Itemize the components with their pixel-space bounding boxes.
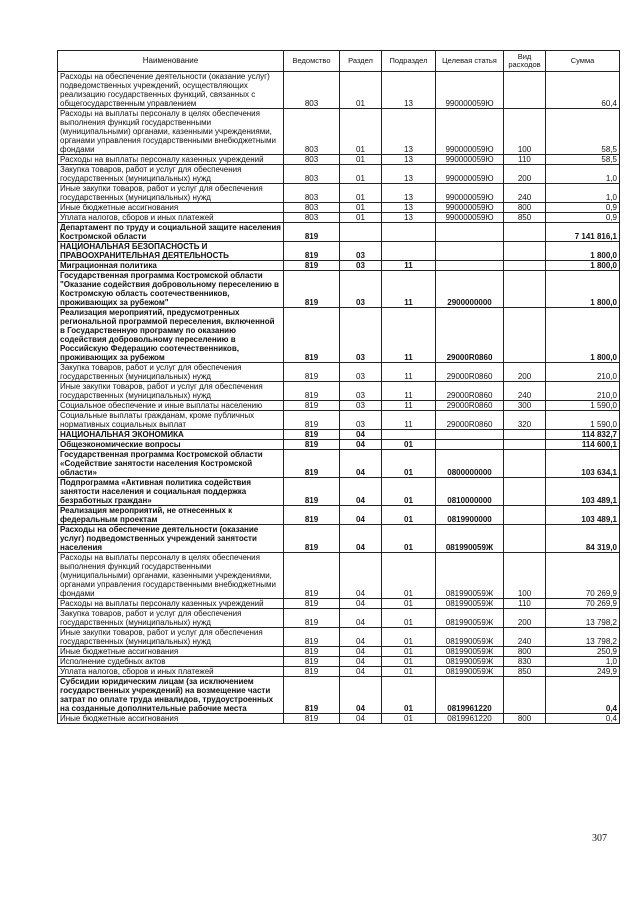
cell-razdel: 03 <box>340 411 382 430</box>
cell-vedomstvo: 819 <box>284 714 340 724</box>
table-header-row <box>58 51 620 72</box>
cell-razdel: 04 <box>340 553 382 599</box>
cell-summa: 249,9 <box>546 667 620 677</box>
cell-podrazdel: 11 <box>382 363 436 382</box>
cell-vid: 100 <box>504 109 546 155</box>
cell-name: Реализация мероприятий, не отнесенных к федеральным проектам <box>58 506 284 525</box>
cell-vedomstvo: 819 <box>284 308 340 363</box>
cell-vid: 850 <box>504 213 546 223</box>
cell-name: Иные закупки товаров, работ и услуг для обеспечения государственных (муниципальных) нужд <box>58 184 284 203</box>
cell-summa: 58,5 <box>546 109 620 155</box>
cell-vid: 240 <box>504 628 546 647</box>
cell-podrazdel: 01 <box>382 667 436 677</box>
cell-razdel: 03 <box>340 242 382 261</box>
table-row <box>58 223 620 242</box>
cell-statya <box>436 242 504 261</box>
table-row <box>58 525 620 553</box>
cell-summa: 70 269,9 <box>546 553 620 599</box>
cell-vid: 200 <box>504 609 546 628</box>
table-row <box>58 401 620 411</box>
cell-podrazdel: 01 <box>382 657 436 667</box>
cell-statya: 0819961220 <box>436 677 504 714</box>
cell-vedomstvo: 819 <box>284 382 340 401</box>
cell-statya: 081990059Ж <box>436 657 504 667</box>
cell-podrazdel: 01 <box>382 609 436 628</box>
cell-summa: 13 798,2 <box>546 609 620 628</box>
cell-statya: 081990059Ж <box>436 647 504 657</box>
cell-statya: 990000059Ю <box>436 155 504 165</box>
cell-razdel: 01 <box>340 184 382 203</box>
cell-razdel: 04 <box>340 506 382 525</box>
cell-statya: 29000R0860 <box>436 411 504 430</box>
cell-summa: 250,9 <box>546 647 620 657</box>
cell-statya: 0819961220 <box>436 714 504 724</box>
cell-vedomstvo: 819 <box>284 599 340 609</box>
cell-vid <box>504 478 546 506</box>
cell-podrazdel: 01 <box>382 647 436 657</box>
cell-razdel: 04 <box>340 440 382 450</box>
cell-summa: 1 800,0 <box>546 261 620 271</box>
table-row <box>58 155 620 165</box>
cell-name: Исполнение судебных актов <box>58 657 284 667</box>
cell-summa: 84 319,0 <box>546 525 620 553</box>
table-row <box>58 72 620 109</box>
cell-razdel: 04 <box>340 450 382 478</box>
cell-name: Расходы на обеспечение деятельности (оказание услуг) подведомственных учреждений, осуществляющих реализацию государственных функций, связанных с общегосударственным управлением <box>58 72 284 109</box>
cell-podrazdel: 11 <box>382 382 436 401</box>
cell-podrazdel: 13 <box>382 72 436 109</box>
cell-vid: 830 <box>504 657 546 667</box>
cell-name: НАЦИОНАЛЬНАЯ ЭКОНОМИКА <box>58 430 284 440</box>
table-row <box>58 553 620 599</box>
cell-razdel: 01 <box>340 109 382 155</box>
cell-podrazdel: 01 <box>382 450 436 478</box>
cell-podrazdel: 11 <box>382 271 436 308</box>
cell-razdel: 04 <box>340 525 382 553</box>
table-row <box>58 261 620 271</box>
cell-vid <box>504 72 546 109</box>
cell-summa: 1 800,0 <box>546 308 620 363</box>
cell-name: Иные бюджетные ассигнования <box>58 203 284 213</box>
cell-name: Социальные выплаты гражданам, кроме публичных нормативных социальных выплат <box>58 411 284 430</box>
cell-podrazdel: 01 <box>382 478 436 506</box>
cell-razdel: 01 <box>340 72 382 109</box>
cell-statya: 0800000000 <box>436 450 504 478</box>
cell-statya: 990000059Ю <box>436 72 504 109</box>
cell-vedomstvo: 819 <box>284 525 340 553</box>
cell-vedomstvo: 819 <box>284 261 340 271</box>
cell-statya: 081990059Ж <box>436 525 504 553</box>
cell-vid <box>504 525 546 553</box>
cell-name: Уплата налогов, сборов и иных платежей <box>58 213 284 223</box>
cell-summa: 1,0 <box>546 657 620 667</box>
cell-podrazdel: 01 <box>382 440 436 450</box>
cell-razdel: 04 <box>340 667 382 677</box>
table-row <box>58 599 620 609</box>
cell-razdel: 04 <box>340 677 382 714</box>
table-row <box>58 430 620 440</box>
cell-name: Закупка товаров, работ и услуг для обеспечения государственных (муниципальных) нужд <box>58 165 284 184</box>
cell-vid: 100 <box>504 553 546 599</box>
cell-vedomstvo: 819 <box>284 677 340 714</box>
cell-statya: 0819900000 <box>436 506 504 525</box>
table-row <box>58 382 620 401</box>
cell-statya: 081990059Ж <box>436 628 504 647</box>
budget-table <box>57 50 620 724</box>
table-row <box>58 667 620 677</box>
cell-summa: 210,0 <box>546 382 620 401</box>
cell-podrazdel <box>382 242 436 261</box>
header-statya: Целевая статья <box>436 51 504 72</box>
cell-summa: 1 590,0 <box>546 401 620 411</box>
cell-vid: 200 <box>504 165 546 184</box>
cell-statya: 990000059Ю <box>436 165 504 184</box>
cell-vedomstvo: 819 <box>284 506 340 525</box>
cell-vid: 110 <box>504 599 546 609</box>
table-row <box>58 213 620 223</box>
cell-podrazdel: 13 <box>382 213 436 223</box>
cell-summa: 0,4 <box>546 677 620 714</box>
table-row <box>58 506 620 525</box>
header-vid: Вид расходов <box>504 51 546 72</box>
cell-razdel: 01 <box>340 165 382 184</box>
cell-vedomstvo: 819 <box>284 478 340 506</box>
table-row <box>58 628 620 647</box>
table-row <box>58 657 620 667</box>
cell-razdel: 04 <box>340 430 382 440</box>
cell-summa: 1 800,0 <box>546 242 620 261</box>
cell-statya: 081990059Ж <box>436 553 504 599</box>
cell-vid: 240 <box>504 382 546 401</box>
cell-podrazdel: 13 <box>382 184 436 203</box>
cell-razdel: 01 <box>340 155 382 165</box>
cell-statya: 081990059Ж <box>436 609 504 628</box>
cell-name: Иные закупки товаров, работ и услуг для обеспечения государственных (муниципальных) нужд <box>58 382 284 401</box>
cell-podrazdel: 11 <box>382 411 436 430</box>
cell-razdel: 04 <box>340 609 382 628</box>
cell-statya: 990000059Ю <box>436 203 504 213</box>
cell-summa: 13 798,2 <box>546 628 620 647</box>
cell-vedomstvo: 803 <box>284 184 340 203</box>
table-row <box>58 440 620 450</box>
cell-vedomstvo: 803 <box>284 155 340 165</box>
table-row <box>58 242 620 261</box>
cell-vedomstvo: 819 <box>284 401 340 411</box>
cell-podrazdel: 01 <box>382 506 436 525</box>
cell-summa: 1,0 <box>546 184 620 203</box>
cell-razdel: 04 <box>340 599 382 609</box>
table-row <box>58 165 620 184</box>
cell-vedomstvo: 819 <box>284 667 340 677</box>
cell-vid <box>504 242 546 261</box>
page-number: 307 <box>592 833 607 844</box>
cell-statya <box>436 440 504 450</box>
table-row <box>58 411 620 430</box>
table-row <box>58 203 620 213</box>
cell-name: НАЦИОНАЛЬНАЯ БЕЗОПАСНОСТЬ И ПРАВООХРАНИТЕЛЬНАЯ ДЕЯТЕЛЬНОСТЬ <box>58 242 284 261</box>
cell-name: Миграционная политика <box>58 261 284 271</box>
cell-vedomstvo: 819 <box>284 223 340 242</box>
cell-name: Расходы на выплаты персоналу казенных учреждений <box>58 155 284 165</box>
cell-razdel <box>340 223 382 242</box>
cell-vid <box>504 308 546 363</box>
table-row <box>58 677 620 714</box>
cell-statya: 990000059Ю <box>436 109 504 155</box>
cell-name: Закупка товаров, работ и услуг для обеспечения государственных (муниципальных) нужд <box>58 609 284 628</box>
cell-statya: 29000R0860 <box>436 363 504 382</box>
cell-vedomstvo: 819 <box>284 363 340 382</box>
cell-summa: 103 634,1 <box>546 450 620 478</box>
cell-statya: 29000R0860 <box>436 308 504 363</box>
cell-razdel: 03 <box>340 401 382 411</box>
table-row <box>58 714 620 724</box>
cell-name: Иные бюджетные ассигнования <box>58 647 284 657</box>
cell-podrazdel: 01 <box>382 714 436 724</box>
header-name: Наименование <box>58 51 284 72</box>
cell-podrazdel: 11 <box>382 261 436 271</box>
cell-summa: 0,9 <box>546 213 620 223</box>
cell-vid <box>504 677 546 714</box>
header-podrazdel: Подраздел <box>382 51 436 72</box>
cell-summa: 58,5 <box>546 155 620 165</box>
cell-summa: 103 489,1 <box>546 478 620 506</box>
cell-statya: 0810000000 <box>436 478 504 506</box>
cell-vedomstvo: 803 <box>284 203 340 213</box>
cell-razdel: 01 <box>340 203 382 213</box>
cell-razdel: 04 <box>340 657 382 667</box>
cell-summa: 70 269,9 <box>546 599 620 609</box>
cell-podrazdel: 13 <box>382 165 436 184</box>
cell-vedomstvo: 819 <box>284 657 340 667</box>
cell-summa: 103 489,1 <box>546 506 620 525</box>
cell-statya: 081990059Ж <box>436 599 504 609</box>
cell-vedomstvo: 819 <box>284 271 340 308</box>
table-row <box>58 271 620 308</box>
cell-razdel: 03 <box>340 261 382 271</box>
cell-name: Расходы на выплаты персоналу казенных учреждений <box>58 599 284 609</box>
cell-statya: 990000059Ю <box>436 184 504 203</box>
cell-vid: 110 <box>504 155 546 165</box>
cell-summa: 0,9 <box>546 203 620 213</box>
cell-vid: 300 <box>504 401 546 411</box>
cell-razdel: 04 <box>340 647 382 657</box>
cell-vedomstvo: 819 <box>284 242 340 261</box>
cell-statya: 081990059Ж <box>436 667 504 677</box>
cell-name: Уплата налогов, сборов и иных платежей <box>58 667 284 677</box>
table-row <box>58 647 620 657</box>
table-row <box>58 109 620 155</box>
cell-razdel: 03 <box>340 308 382 363</box>
cell-name: Иные закупки товаров, работ и услуг для обеспечения государственных (муниципальных) нужд <box>58 628 284 647</box>
cell-summa: 60,4 <box>546 72 620 109</box>
cell-podrazdel: 01 <box>382 628 436 647</box>
cell-vid <box>504 271 546 308</box>
cell-statya: 29000R0860 <box>436 401 504 411</box>
header-vedomstvo: Ведомство <box>284 51 340 72</box>
cell-vid <box>504 506 546 525</box>
cell-vedomstvo: 803 <box>284 213 340 223</box>
cell-name: Государственная программа Костромской области "Оказание содействия добровольному переселению в Костромскую область соотечественников, проживающих за рубежом" <box>58 271 284 308</box>
cell-summa: 7 141 816,1 <box>546 223 620 242</box>
cell-vedomstvo: 819 <box>284 647 340 657</box>
header-razdel: Раздел <box>340 51 382 72</box>
cell-podrazdel: 13 <box>382 109 436 155</box>
table-row <box>58 609 620 628</box>
cell-vedomstvo: 803 <box>284 72 340 109</box>
cell-vid: 200 <box>504 363 546 382</box>
cell-name: Закупка товаров, работ и услуг для обеспечения государственных (муниципальных) нужд <box>58 363 284 382</box>
cell-vid: 240 <box>504 184 546 203</box>
cell-name: Департамент по труду и социальной защите населения Костромской области <box>58 223 284 242</box>
cell-vedomstvo: 819 <box>284 430 340 440</box>
cell-summa: 114 832,7 <box>546 430 620 440</box>
cell-razdel: 04 <box>340 478 382 506</box>
table-row <box>58 450 620 478</box>
cell-summa: 0,4 <box>546 714 620 724</box>
cell-podrazdel: 01 <box>382 677 436 714</box>
cell-summa: 114 600,1 <box>546 440 620 450</box>
cell-vedomstvo: 819 <box>284 411 340 430</box>
cell-podrazdel: 01 <box>382 553 436 599</box>
cell-vid <box>504 261 546 271</box>
cell-name: Расходы на выплаты персоналу в целях обеспечения выполнения функций государственными (муниципальными) органами, казенными учреждениями, органами управления государственными внебюджетными фондами <box>58 109 284 155</box>
cell-vid <box>504 450 546 478</box>
cell-vedomstvo: 819 <box>284 553 340 599</box>
cell-name: Субсидии юридическим лицам (за исключением государственных учреждений) на возмещение части затрат по оплате труда инвалидов, трудоустроенных на созданные дополнительные рабочие места <box>58 677 284 714</box>
table-row <box>58 478 620 506</box>
cell-statya <box>436 430 504 440</box>
cell-summa: 210,0 <box>546 363 620 382</box>
cell-statya <box>436 261 504 271</box>
cell-razdel: 01 <box>340 213 382 223</box>
cell-statya: 2900000000 <box>436 271 504 308</box>
cell-statya: 990000059Ю <box>436 213 504 223</box>
cell-vedomstvo: 819 <box>284 440 340 450</box>
table-row <box>58 184 620 203</box>
cell-podrazdel <box>382 223 436 242</box>
cell-name: Подпрограмма «Активная политика содействия занятости населения и социальная поддержка безработных граждан» <box>58 478 284 506</box>
cell-name: Иные бюджетные ассигнования <box>58 714 284 724</box>
cell-vid: 320 <box>504 411 546 430</box>
cell-summa: 1 800,0 <box>546 271 620 308</box>
cell-vedomstvo: 819 <box>284 450 340 478</box>
cell-name: Реализация мероприятий, предусмотренных региональной программой переселения, включенной в Государственную программу по оказанию содействия добровольному переселению в Российскую Федерацию соотечественников, проживающих за рубежом <box>58 308 284 363</box>
cell-razdel: 04 <box>340 628 382 647</box>
cell-vid <box>504 430 546 440</box>
cell-podrazdel <box>382 430 436 440</box>
cell-statya <box>436 223 504 242</box>
cell-podrazdel: 11 <box>382 308 436 363</box>
cell-name: Общеэкономические вопросы <box>58 440 284 450</box>
cell-razdel: 04 <box>340 714 382 724</box>
cell-name: Расходы на обеспечение деятельности (оказание услуг) подведомственных учреждений занятости населения <box>58 525 284 553</box>
cell-name: Расходы на выплаты персоналу в целях обеспечения выполнения функций государственными (муниципальными) органами, казенными учреждениями, органами управления государственными внебюджетными фондами <box>58 553 284 599</box>
cell-vid <box>504 223 546 242</box>
table-row <box>58 363 620 382</box>
cell-podrazdel: 13 <box>382 155 436 165</box>
cell-vid: 800 <box>504 203 546 213</box>
cell-podrazdel: 01 <box>382 599 436 609</box>
cell-vedomstvo: 819 <box>284 628 340 647</box>
cell-vid <box>504 440 546 450</box>
cell-vedomstvo: 803 <box>284 165 340 184</box>
cell-name: Социальное обеспечение и иные выплаты населению <box>58 401 284 411</box>
cell-vedomstvo: 819 <box>284 609 340 628</box>
cell-vid: 850 <box>504 667 546 677</box>
cell-razdel: 03 <box>340 382 382 401</box>
table-row <box>58 308 620 363</box>
cell-vid: 800 <box>504 647 546 657</box>
cell-podrazdel: 01 <box>382 525 436 553</box>
cell-summa: 1,0 <box>546 165 620 184</box>
cell-vedomstvo: 803 <box>284 109 340 155</box>
cell-vid: 800 <box>504 714 546 724</box>
cell-name: Государственная программа Костромской области «Содействие занятости населения Костромской области» <box>58 450 284 478</box>
cell-podrazdel: 11 <box>382 401 436 411</box>
cell-summa: 1 590,0 <box>546 411 620 430</box>
cell-podrazdel: 13 <box>382 203 436 213</box>
header-summa: Сумма <box>546 51 620 72</box>
cell-razdel: 03 <box>340 271 382 308</box>
cell-statya: 29000R0860 <box>436 382 504 401</box>
cell-razdel: 03 <box>340 363 382 382</box>
